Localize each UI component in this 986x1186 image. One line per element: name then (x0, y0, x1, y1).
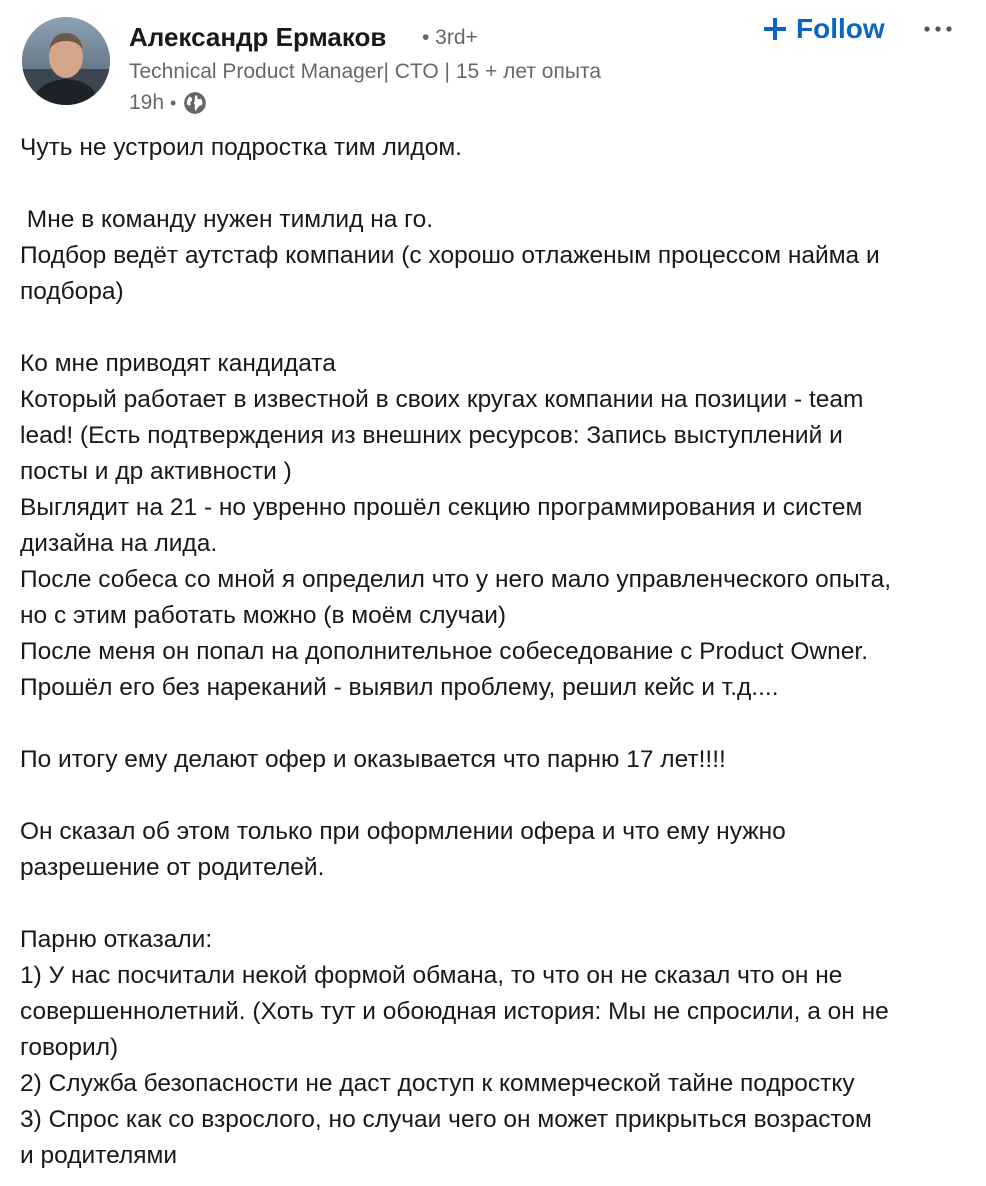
post-line: но с этим работать можно (в моём случаи) (20, 602, 507, 629)
post-line (20, 886, 970, 922)
post-line: Подбор ведёт аутстаф компании (с хорошо отлаженым процессом найма и (20, 242, 880, 269)
meta-separator: • (170, 92, 177, 113)
post-line (20, 778, 970, 814)
post-line (20, 310, 970, 346)
follow-button[interactable] (762, 10, 885, 48)
author-name[interactable]: Александр Ермаков (129, 22, 387, 52)
post-line: разрешение от родителей. (20, 854, 325, 881)
post-line: Чуть не устроил подростка тим лидом. (20, 134, 462, 161)
post-line (20, 706, 970, 742)
post-line: Ко мне приводят кандидата (20, 350, 336, 377)
post-line: 1) У нас посчитали некой формой обмана, то что он не сказал что он не (20, 962, 843, 989)
post-line: и родителями (20, 1142, 178, 1169)
post-line: подбора) (20, 278, 124, 305)
post-line: совершеннолетний. (Хоть тут и обоюдная история: Мы не спросили, а он не (20, 998, 889, 1025)
post-line: 3) Спрос как со взрослого, но случаи чего он может прикрыться возрастом (20, 1106, 872, 1133)
post-text (20, 130, 970, 1174)
plus-icon (762, 16, 788, 42)
post-meta (129, 89, 208, 117)
author-avatar[interactable] (22, 17, 110, 105)
post-header (0, 0, 986, 130)
avatar-photo (22, 17, 110, 105)
connection-degree: • 3rd+ (422, 26, 478, 49)
author-headline: Technical Product Manager| CTO | 15 + лет опыта (129, 60, 602, 83)
post-line: говорил) (20, 1034, 119, 1061)
post-line: После меня он попал на дополнительное собеседование с Product Owner. (20, 638, 869, 665)
post-line: 2) Служба безопасности не даст доступ к коммерческой тайне подростку (20, 1070, 855, 1097)
post-line: Который работает в известной в своих кругах компании на позиции - team (20, 386, 864, 413)
post-line: Выглядит на 21 - но увренно прошёл секцию программирования и систем (20, 494, 863, 521)
post-line: Парню отказали: (20, 926, 213, 953)
ellipsis-icon (918, 14, 958, 44)
follow-label: Follow (796, 13, 885, 44)
globe-icon (182, 90, 208, 116)
post-line: посты и др активности ) (20, 458, 292, 485)
post-line (20, 166, 970, 202)
post-line: lead! (Есть подтверждения из внешних ресурсов: Запись выступлений и (20, 422, 843, 449)
post-line: По итогу ему делают офер и оказывается что парню 17 лет!!!! (20, 746, 726, 773)
post-line: После собеса со мной я определил что у него мало управленческого опыта, (20, 566, 892, 593)
post-line: Мне в команду нужен тимлид на го. (20, 206, 434, 233)
post-line: дизайна на лида. (20, 530, 218, 557)
more-options-button[interactable] (918, 14, 958, 44)
post-time[interactable]: 19h (129, 91, 165, 114)
post-line: Он сказал об этом только при оформлении офера и что ему нужно (20, 818, 786, 845)
post-line: Прошёл его без нареканий - выявил проблему, решил кейс и т.д.... (20, 674, 779, 701)
